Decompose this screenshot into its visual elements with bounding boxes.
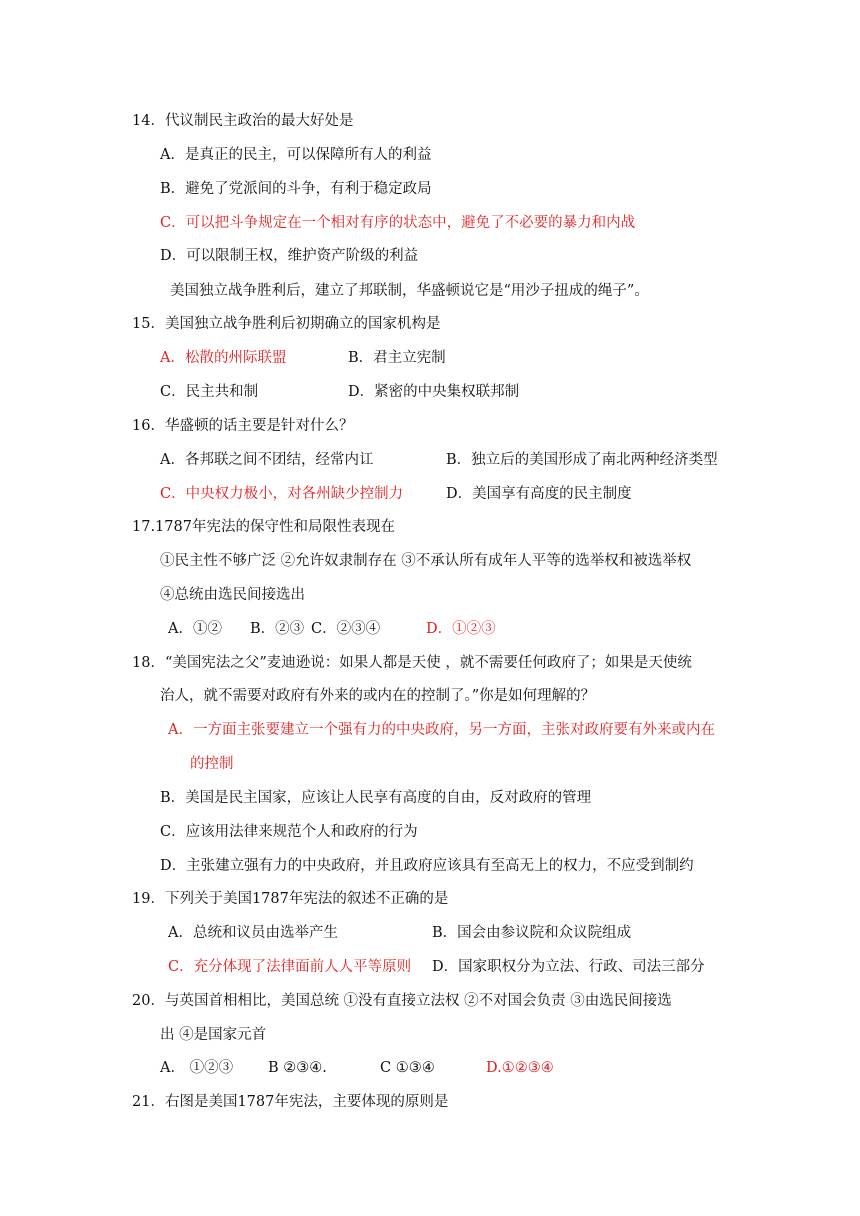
q18-option-d: D．主张建立强有力的中央政府，并且政府应该具有至高无上的权力，不应受到制约 — [160, 858, 694, 874]
q20-stem-line2: 出 ④是国家元首 — [160, 1027, 267, 1043]
q18-stem-line1: 18．“美国宪法之父”麦迪逊说：如果人都是天使 ，就不需要任何政府了；如果是天使统 — [132, 655, 692, 671]
q21-stem: 21．右图是美国1787年宪法，主要体现的原则是 — [132, 1094, 449, 1110]
q15-option-d: D．紧密的中央集权联邦制 — [348, 384, 520, 400]
q14-option-b: B．避免了党派间的斗争，有利于稳定政局 — [160, 181, 432, 197]
q18-option-a-answer-line2: 的控制 — [190, 756, 234, 772]
q20-option-a: A． ①②③ — [160, 1060, 234, 1076]
q17-items-line2: ④总统由选民间接选出 — [160, 587, 305, 603]
q16-option-d: D．美国享有高度的民主制度 — [446, 486, 632, 502]
q16-option-c-answer: C．中央权力极小，对各州缺少控制力 — [160, 486, 404, 502]
q19-option-b: B．国会由参议院和众议院组成 — [432, 925, 632, 941]
q15-option-b: B．君主立宪制 — [348, 350, 446, 366]
q18-option-b: B．美国是民主国家，应该让人民享有高度的自由，反对政府的管理 — [160, 790, 592, 806]
q17-option-d-answer: D．①②③ — [426, 621, 496, 637]
q16-option-a: A．各邦联之间不团结，经常内讧 — [160, 452, 374, 468]
q19-option-a: A．总统和议员由选举产生 — [168, 925, 338, 941]
q20-option-b: B ②③④. — [268, 1060, 327, 1076]
q18-option-c: C．应该用法律来规范个人和政府的行为 — [160, 824, 418, 840]
q17-option-a: A．①② — [168, 621, 222, 637]
q20-option-d-answer: D.①②③④ — [486, 1060, 554, 1076]
q15-option-c: C．民主共和制 — [160, 384, 259, 400]
q19-option-d: D．国家职权分为立法、行政、司法三部分 — [432, 959, 705, 975]
q19-stem: 19．下列关于美国1787年宪法的叙述不正确的是 — [132, 891, 449, 907]
q20-stem-line1: 20．与英国首相相比，美国总统 ①没有直接立法权 ②不对国会负责 ③由选民间接选 — [132, 993, 672, 1009]
q14-option-d: D．可以限制王权，维护资产阶级的利益 — [160, 248, 419, 264]
q17-stem: 17.1787年宪法的保守性和局限性表现在 — [132, 519, 395, 535]
q16-stem: 16．华盛顿的话主要是针对什么？ — [132, 418, 354, 434]
q16-option-b: B．独立后的美国形成了南北两种经济类型 — [446, 452, 718, 468]
q17-option-b: B．②③ — [250, 621, 305, 637]
q15-stem: 15．美国独立战争胜利后初期确立的国家机构是 — [132, 316, 441, 332]
q17-option-c: C．②③④ — [311, 621, 381, 637]
q18-stem-line2: 治人，就不需要对政府有外来的或内在的控制了。”你是如何理解的？ — [160, 688, 596, 704]
q14-option-c-answer: C．可以把斗争规定在一个相对有序的状态中，避免了不必要的暴力和内战 — [160, 215, 636, 231]
q15-option-a-answer: A．松散的州际联盟 — [160, 350, 287, 366]
q19-option-c-answer: C．充分体现了法律面前人人平等原则 — [168, 959, 412, 975]
q20-option-c: C ①③④ — [380, 1060, 435, 1076]
q14-stem: 14．代议制民主政治的最大好处是 — [132, 113, 354, 129]
q14-option-a: A．是真正的民主，可以保障所有人的利益 — [160, 147, 432, 163]
q17-items-line1: ①民主性不够广泛 ②允许奴隶制存在 ③不承认所有成年人平等的选举权和被选举权 — [160, 553, 692, 569]
material-text: 美国独立战争胜利后，建立了邦联制，华盛顿说它是“用沙子扭成的绳子”。 — [170, 283, 649, 299]
q18-option-a-answer-line1: A．一方面主张要建立一个强有力的中央政府，另一方面，主张对政府要有外来或内在 — [168, 722, 715, 738]
